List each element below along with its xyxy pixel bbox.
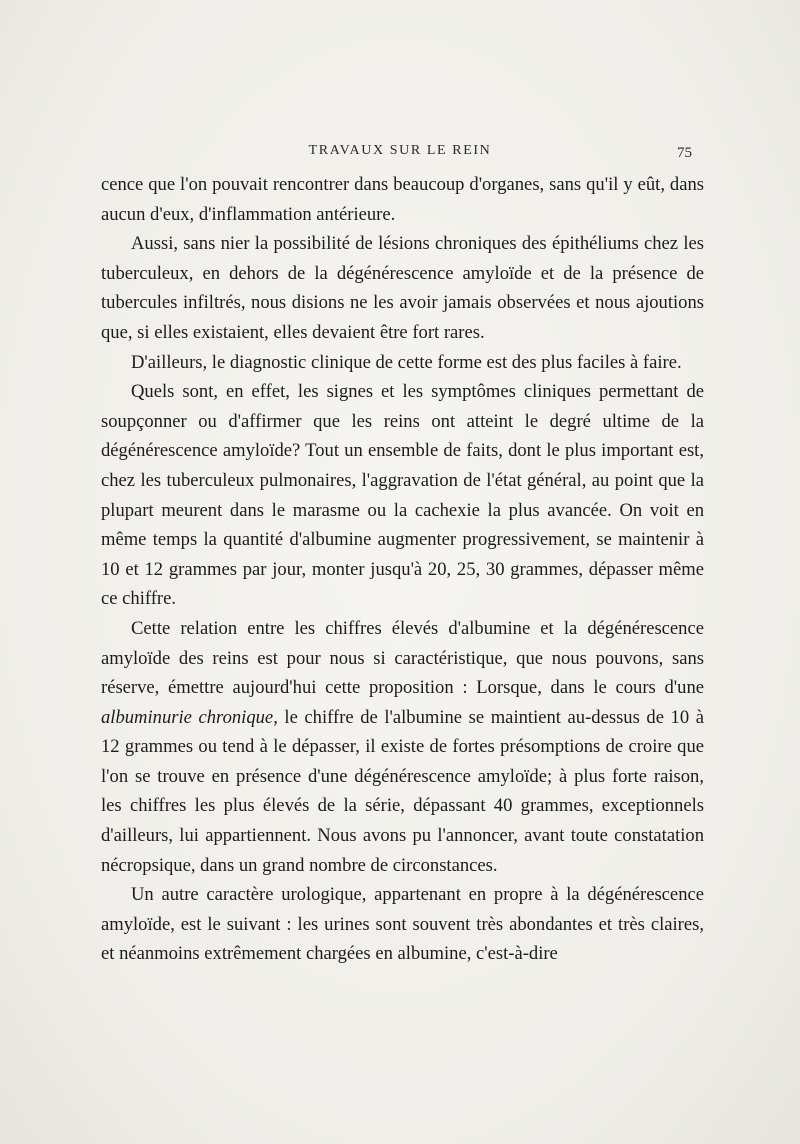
paragraph-with-emphasis [101, 614, 704, 880]
paragraph: Un autre caractère urologique, appartenant en propre à la dégénérescence amyloïde, est le suivant : les urines sont souvent très abondantes et très claires, et néanmoins extrêmement chargées en albumine, c'est-à-dire [101, 884, 704, 965]
paragraph-text-before: Cette relation entre les chiffres élevés d'albumine et la dégénérescence amyloïde des reins est pour nous si caractéristique, que nous pouvons, sans réserve, émettre aujourd'hui cette proposition : Lorsque, dans le cours d'une [101, 617, 704, 699]
emphasized-term: albuminurie chronique [101, 706, 274, 728]
paragraph-text-after: , le chiffre de l'albumine se maintient au-dessus de 10 à 12 grammes ou tend à le dépasser, il existe de fortes présomptions de croire que l'on se trouve en présence d'une dégénérescence amyloïde; à plus forte raison, les chiffres les plus élevés de la série, dépassant 40 grammes, exceptionnels d'ailleurs, lui appartiennent. Nous avons pu l'annoncer, avant toute constatation nécropsique, dans un grand nombre de circonstances. [101, 706, 704, 876]
page-header [0, 133, 800, 161]
paragraph: Quels sont, en effet, les signes et les symptômes cliniques permettant de soupçonner ou d'affirmer que les reins ont atteint le degré ultime de la dégénérescence amyloïde? Tout un ensemble de faits, dont le plus important est, chez les tuberculeux pulmonaires, l'aggravation de l'état général, au point que la plupart meurent dans le marasme ou la cachexie la plus avancée. On voit en même temps la quantité d'albumine augmenter progressivement, se maintenir à 10 et 12 grammes par jour, monter jusqu'à 20, 25, 30 grammes, dépasser même ce chiffre. [101, 381, 704, 610]
paragraph: D'ailleurs, le diagnostic clinique de cette forme est des plus faciles à faire. [131, 351, 682, 373]
page-number: 75 [677, 145, 692, 161]
paragraph-continued: cence que l'on pouvait rencontrer dans beaucoup d'organes, sans qu'il y eût, dans aucun d'eux, d'inflammation antérieure. [101, 174, 704, 225]
paragraph: Aussi, sans nier la possibilité de lésions chroniques des épithéliums chez les tuberculeux, en dehors de la dégénérescence amyloïde et de la présence de tubercules infiltrés, nous disions ne les avoir jamais observées et nous ajoutions que, si elles existaient, elles devaient être fort rares. [101, 233, 704, 343]
body-text [101, 170, 704, 969]
running-title: TRAVAUX SUR LE REIN [308, 143, 492, 158]
